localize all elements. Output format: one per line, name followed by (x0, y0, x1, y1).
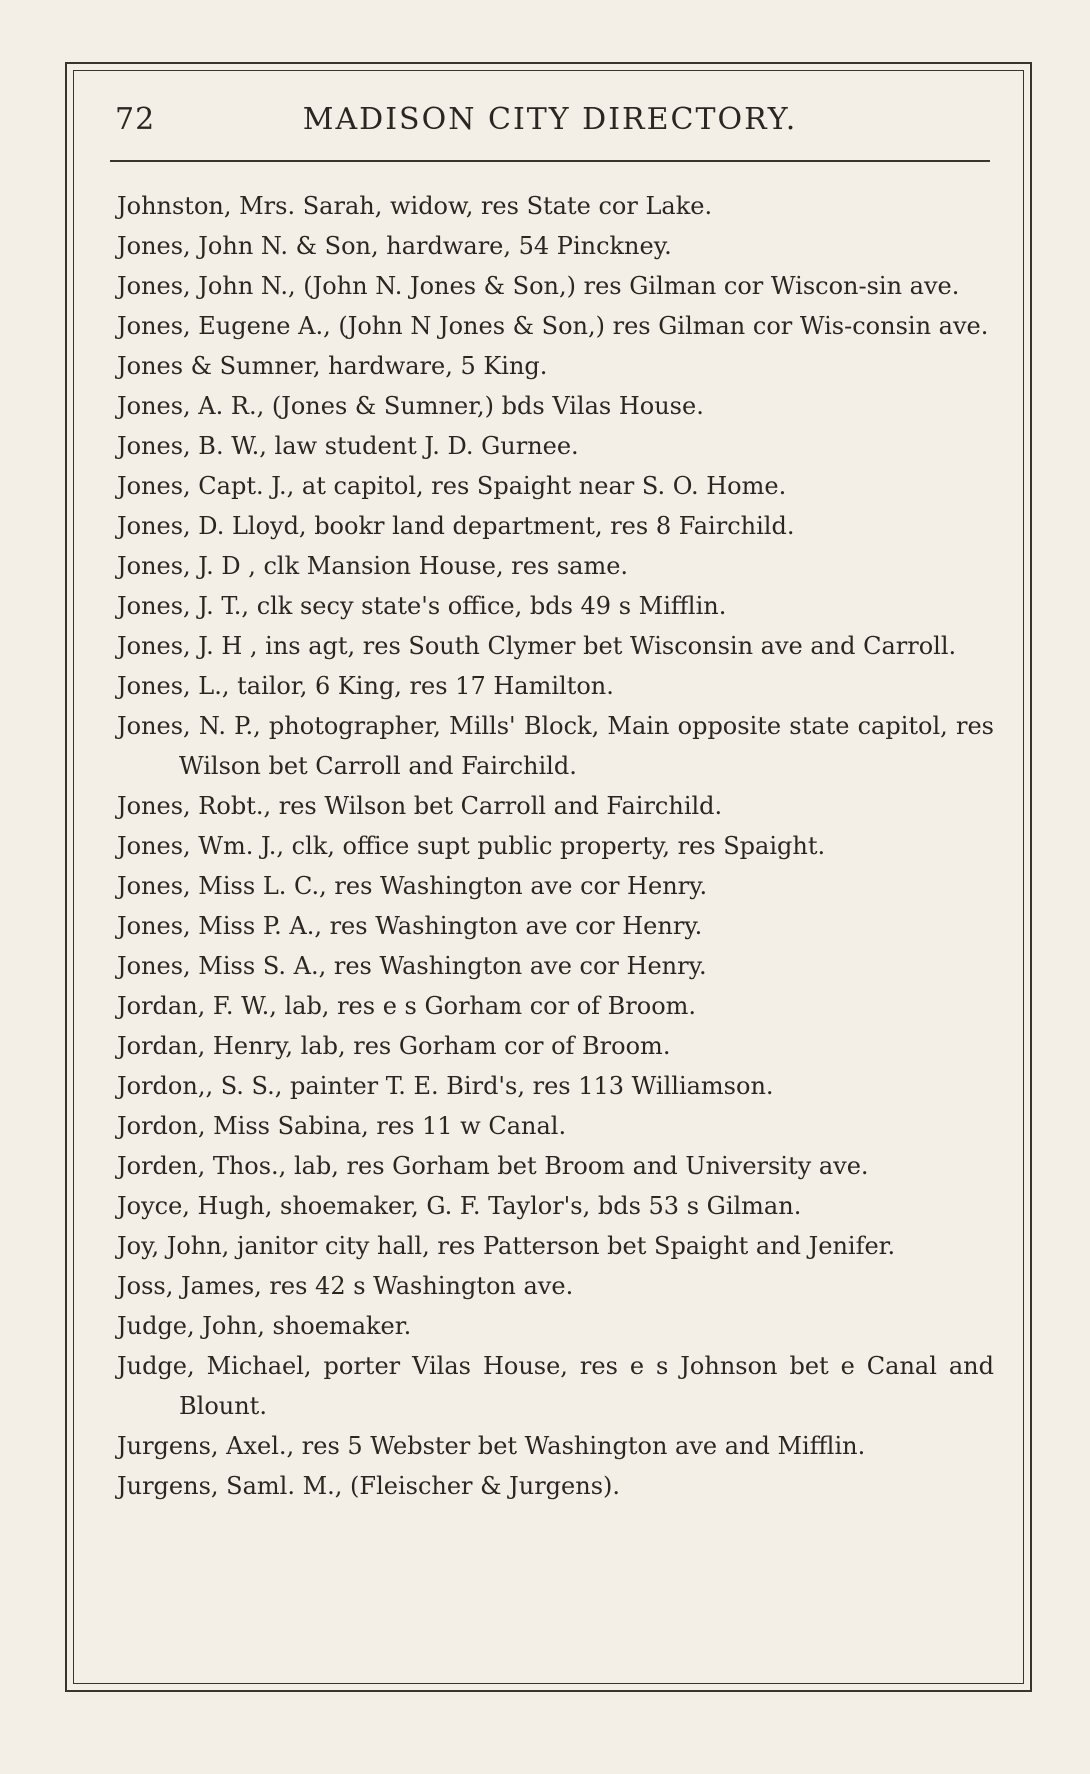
page-header (110, 96, 990, 140)
directory-entry: Jones, Capt. J., at capitol, res Spaight near S. O. Home. (117, 472, 787, 500)
directory-entry: Jones, D. Lloyd, bookr land department, res 8 Fairchild. (117, 512, 795, 540)
directory-entry: Jones, Miss L. C., res Washington ave cor Henry. (117, 872, 708, 900)
directory-entry: Jones, John N., (John N. Jones & Son,) res Gilman cor Wiscon-sin ave. (117, 272, 960, 300)
directory-entry: Jones, Robt., res Wilson bet Carroll and Fairchild. (117, 792, 723, 820)
directory-entry: Joss, James, res 42 s Washington ave. (117, 1272, 574, 1300)
directory-entry: Joyce, Hugh, shoemaker, G. F. Taylor's, bds 53 s Gilman. (117, 1192, 802, 1220)
directory-entry: Jones, A. R., (Jones & Sumner,) bds Vilas House. (117, 392, 704, 420)
directory-entry: Jurgens, Saml. M., (Fleischer & Jurgens). (117, 1472, 621, 1500)
directory-entry: Jones, John N. & Son, hardware, 54 Pinckney. (117, 232, 672, 260)
directory-entry: Jones, Miss S. A., res Washington ave cor Henry. (117, 952, 707, 980)
directory-entry: Jordan, Henry, lab, res Gorham cor of Broom. (117, 1032, 671, 1060)
directory-entry: Jones, J. H , ins agt, res South Clymer bet Wisconsin ave and Carroll. (117, 632, 957, 660)
directory-entry: Jones, Miss P. A., res Washington ave cor Henry. (117, 912, 703, 940)
running-title: MADISON CITY DIRECTORY. (302, 102, 798, 137)
directory-entry: Jurgens, Axel., res 5 Webster bet Washington ave and Mifflin. (117, 1432, 866, 1460)
directory-entry: Jorden, Thos., lab, res Gorham bet Broom and University ave. (117, 1152, 869, 1180)
directory-entry: Jordon,, S. S., painter T. E. Bird's, res 113 Williamson. (117, 1072, 774, 1100)
page-number: 72 (115, 102, 156, 137)
directory-entry: Jones & Sumner, hardware, 5 King. (117, 352, 548, 380)
header-rule (110, 160, 990, 162)
directory-entry: Jones, Eugene A., (John N Jones & Son,) res Gilman cor Wis-consin ave. (117, 312, 989, 340)
directory-entry: Jones, L., tailor, 6 King, res 17 Hamilton. (117, 672, 614, 700)
directory-entry: Joy, John, janitor city hall, res Patterson bet Spaight and Jenifer. (117, 1232, 896, 1260)
directory-entry: Jones, N. P., photographer, Mills' Block, Main opposite state capitol, res Wilson bet Carroll and Fairchild. (117, 712, 994, 780)
directory-entry: Jones, J. D , clk Mansion House, res same. (117, 552, 629, 580)
directory-entry: Judge, John, shoemaker. (117, 1312, 412, 1340)
directory-entries (117, 186, 994, 1506)
directory-entry: Judge, Michael, porter Vilas House, res e s Johnson bet e Canal and Blount. (117, 1352, 994, 1420)
directory-entry: Jones, J. T., clk secy state's office, bds 49 s Mifflin. (117, 592, 727, 620)
directory-entry: Jones, B. W., law student J. D. Gurnee. (117, 432, 579, 460)
directory-entry: Jones, Wm. J., clk, office supt public property, res Spaight. (117, 832, 826, 860)
directory-entry: Jordon, Miss Sabina, res 11 w Canal. (117, 1112, 567, 1140)
directory-entry: Jordan, F. W., lab, res e s Gorham cor of Broom. (117, 992, 697, 1020)
directory-entry: Johnston, Mrs. Sarah, widow, res State cor Lake. (117, 192, 713, 220)
